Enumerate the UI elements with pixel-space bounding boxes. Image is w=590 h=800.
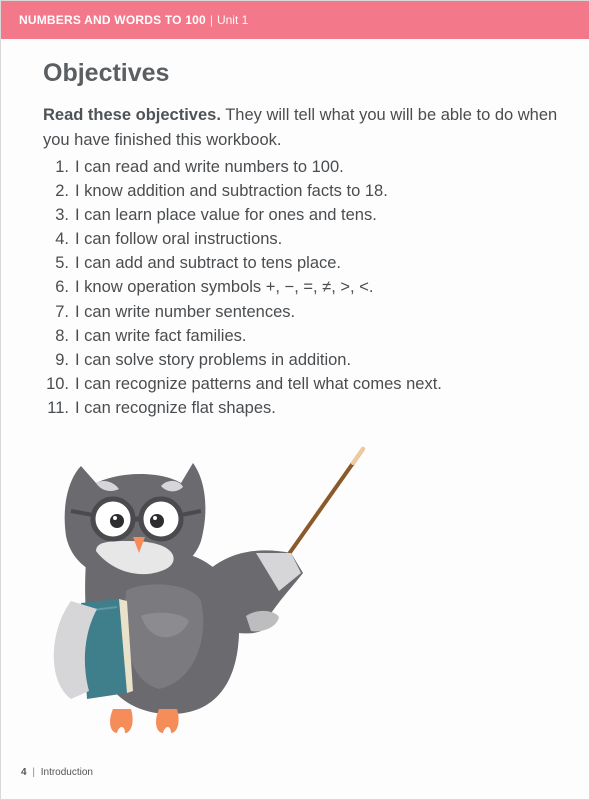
objective-item <box>43 203 442 227</box>
objective-number: 6. <box>55 278 69 297</box>
objective-number: 9. <box>55 350 69 369</box>
objective-number: 7. <box>55 302 69 321</box>
page-footer <box>21 767 93 778</box>
objective-item <box>43 275 442 299</box>
intro-text: They will tell what you will be able to do when you have finished this workbook. <box>43 106 558 149</box>
objective-item <box>43 324 442 348</box>
objective-item <box>43 372 442 396</box>
unit-label: Unit 1 <box>216 13 249 27</box>
objective-item <box>43 179 442 203</box>
header-separator: | <box>209 13 213 27</box>
objective-item <box>43 155 442 179</box>
objective-number: 3. <box>55 206 69 225</box>
objective-number: 8. <box>55 326 69 345</box>
page-title: Objectives <box>43 59 170 87</box>
objective-text: I can follow oral instructions. <box>75 230 283 249</box>
objective-number: 5. <box>55 254 69 273</box>
objective-text: I can solve story problems in addition. <box>75 350 352 369</box>
objective-text: I can read and write numbers to 100. <box>75 158 344 176</box>
objective-text: I can recognize patterns and tell what comes next. <box>75 374 442 393</box>
objective-text: I can write fact families. <box>75 326 247 345</box>
objective-number: 1. <box>55 158 69 176</box>
footer-section: Introduction <box>40 767 93 778</box>
footer-separator: | <box>32 767 35 778</box>
objective-text: I can write number sentences. <box>75 302 296 321</box>
objective-number: 10. <box>46 374 69 393</box>
objective-text: I can add and subtract to tens place. <box>75 254 342 273</box>
objective-number: 4. <box>55 230 69 249</box>
objective-text: I know addition and subtraction facts to 18. <box>75 182 388 201</box>
unit-title: NUMBERS AND WORDS TO 100 <box>19 13 206 27</box>
objective-item <box>43 227 442 251</box>
objective-text: I can recognize flat shapes. <box>75 398 276 417</box>
objective-item <box>43 348 442 372</box>
objective-number: 2. <box>55 182 69 201</box>
owl-teacher-with-pointer-icon <box>41 441 381 741</box>
intro-paragraph <box>43 103 563 153</box>
objective-item <box>43 300 442 324</box>
objective-item <box>43 396 442 420</box>
objective-number: 11. <box>47 398 69 417</box>
intro-lead: Read these objectives. <box>43 106 221 124</box>
page-number: 4 <box>21 767 27 778</box>
objective-item <box>43 251 442 275</box>
objective-text: I know operation symbols +, −, =, ≠, >, <. <box>75 278 374 297</box>
unit-header-bar <box>1 1 589 39</box>
objective-text: I can learn place value for ones and tens. <box>75 206 377 225</box>
objectives-list <box>43 155 442 420</box>
